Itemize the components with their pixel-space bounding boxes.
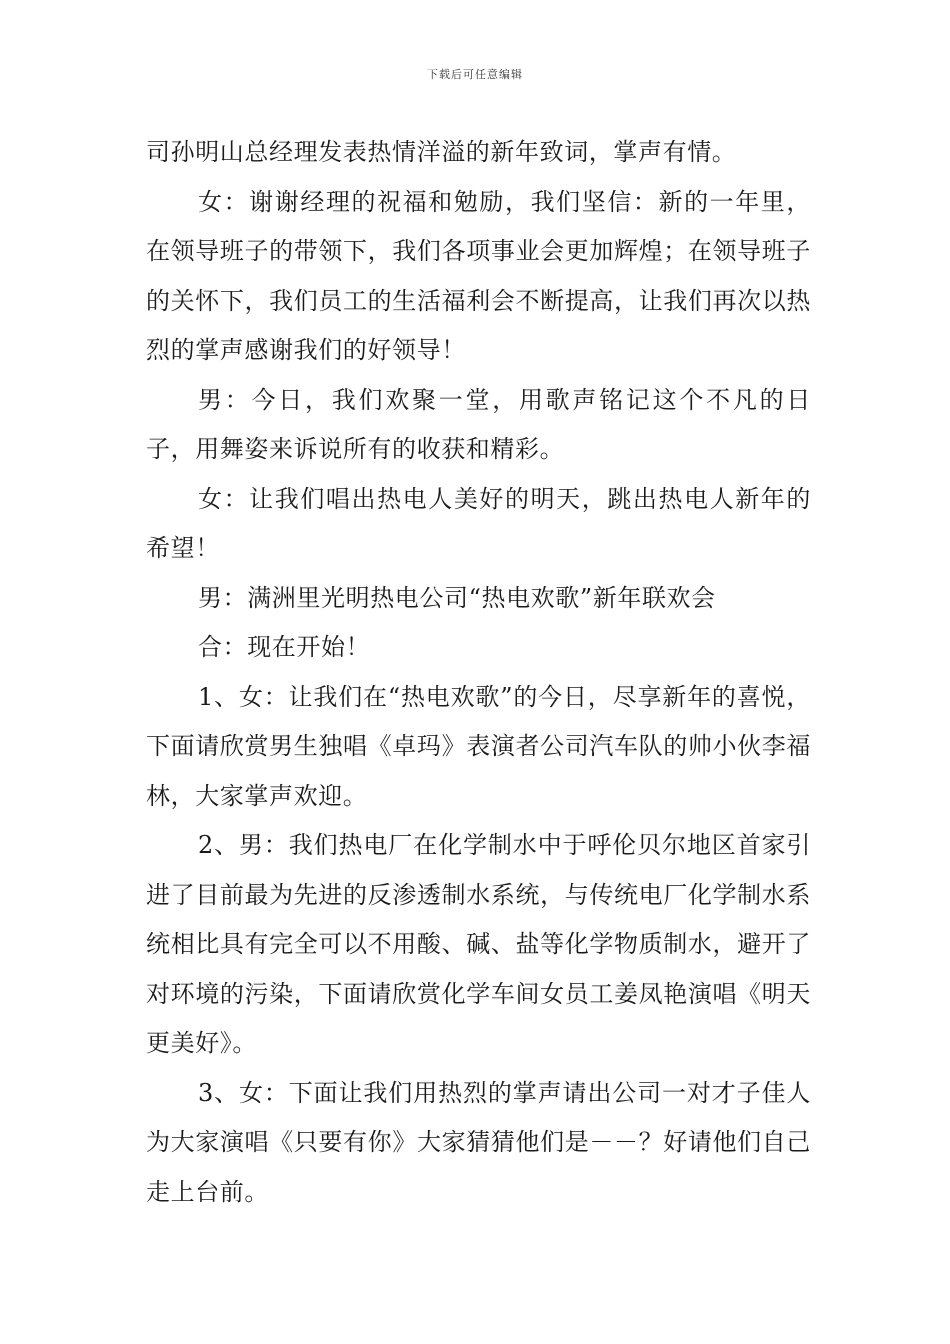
page-header-note: 下载后可任意编辑 [427, 68, 523, 81]
paragraph-1: 女：谢谢经理的祝福和勉励，我们坚信：新的一年里，在领导班子的带领下，我们各项事业会更加辉煌；在领导班子的关怀下，我们员工的生活福利会不断提高，让我们再次以热烈的掌声感谢我们的好领导！ [146, 187, 811, 364]
paragraph-7: 2、男：我们热电厂在化学制水中于呼伦贝尔地区首家引进了目前最为先进的反渗透制水系统，与传统电厂化学制水系统相比具有完全可以不用酸、碱、盐等化学物质制水，避开了对环境的污染，下面请欣赏化学车间女员工姜凤艳演唱《明天更美好》。 [146, 831, 811, 1057]
paragraph-0: 司孙明山总经理发表热情洋溢的新年致词，掌声有情。 [146, 138, 737, 166]
paragraph-8: 3、女：下面让我们用热烈的掌声请出公司一对才子佳人为大家演唱《只要有你》大家猜猜他们是－－？好请他们自己走上台前。 [146, 1078, 811, 1206]
paragraph-2: 男：今日，我们欢聚一堂，用歌声铭记这个不凡的日子，用舞姿来诉说所有的收获和精彩。 [146, 385, 811, 463]
paragraph-5: 合：现在开始！ [198, 633, 371, 661]
paragraph-6: 1、女：让我们在“热电欢歌”的今日，尽享新年的喜悦，下面请欣赏男生独唱《卓玛》表演者公司汽车队的帅小伙李福林，大家掌声欢迎。 [146, 682, 811, 810]
paragraph-3: 女：让我们唱出热电人美好的明天，跳出热电人新年的希望！ [146, 484, 811, 562]
paragraph-4: 男：满洲里光明热电公司“热电欢歌”新年联欢会 [198, 583, 716, 612]
document-body [146, 128, 811, 1217]
